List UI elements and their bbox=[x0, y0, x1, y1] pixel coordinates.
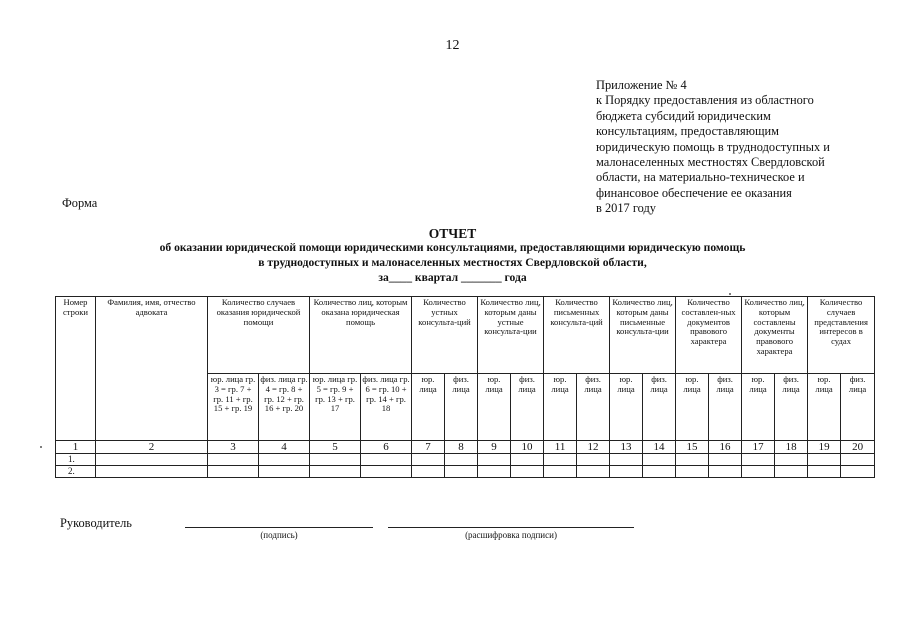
table-cell[interactable] bbox=[96, 466, 208, 478]
table-cell[interactable] bbox=[445, 454, 478, 466]
appendix-line: малонаселенных местностях Свердловской bbox=[596, 155, 825, 170]
subheader-cell: юр. лица bbox=[808, 374, 841, 441]
table-cell[interactable] bbox=[361, 454, 412, 466]
table-cell[interactable] bbox=[742, 466, 775, 478]
column-number: 8 bbox=[445, 441, 478, 454]
report-subtitle: в труднодоступных и малонаселенных местностях Свердловской области, bbox=[258, 256, 647, 269]
table-cell[interactable] bbox=[96, 454, 208, 466]
table-cell[interactable] bbox=[808, 466, 841, 478]
table-cell[interactable] bbox=[577, 454, 610, 466]
subheader-cell: юр. лица bbox=[742, 374, 775, 441]
table-cell[interactable] bbox=[577, 466, 610, 478]
table-cell[interactable] bbox=[742, 454, 775, 466]
subheader-cell: юр. лица bbox=[610, 374, 643, 441]
column-number: 14 bbox=[643, 441, 676, 454]
table-cell[interactable] bbox=[808, 454, 841, 466]
signature-label: Руководитель bbox=[60, 516, 132, 530]
report-period: за____ квартал _______ года bbox=[378, 271, 527, 284]
column-number: 16 bbox=[709, 441, 742, 454]
signature-decryption-line[interactable] bbox=[388, 527, 634, 528]
appendix-line: бюджета субсидий юридическим bbox=[596, 108, 771, 123]
table-cell[interactable] bbox=[259, 454, 310, 466]
table-cell[interactable] bbox=[709, 466, 742, 478]
row-number: 1. bbox=[56, 454, 96, 466]
column-number: 5 bbox=[310, 441, 361, 454]
subheader-cell: юр. лица гр. 3 = гр. 7 + гр. 11 + гр. 15 + гр. 19 bbox=[208, 374, 259, 441]
table-cell[interactable] bbox=[208, 466, 259, 478]
column-number: 11 bbox=[544, 441, 577, 454]
subheader-cell: физ. лица bbox=[511, 374, 544, 441]
column-number: 4 bbox=[259, 441, 310, 454]
table-cell[interactable] bbox=[841, 454, 875, 466]
header-persons: Количество лиц, которым оказана юридическая помощь bbox=[310, 297, 412, 374]
column-number: 3 bbox=[208, 441, 259, 454]
table-cell[interactable] bbox=[310, 466, 361, 478]
table-cell[interactable] bbox=[544, 454, 577, 466]
scan-speck bbox=[40, 446, 42, 448]
subheader-cell: юр. лица гр. 5 = гр. 9 + гр. 13 + гр. 17 bbox=[310, 374, 361, 441]
table-cell[interactable] bbox=[361, 466, 412, 478]
header-written-persons: Количество лиц, которым даны письменные консульта-ции bbox=[610, 297, 676, 374]
appendix-line: к Порядку предоставления из областного bbox=[596, 93, 814, 108]
subheader-cell: физ. лица bbox=[577, 374, 610, 441]
column-number: 13 bbox=[610, 441, 643, 454]
header-oral: Количество устных консульта-ций bbox=[412, 297, 478, 374]
table-cell[interactable] bbox=[478, 454, 511, 466]
table-cell[interactable] bbox=[643, 454, 676, 466]
header-oral-persons: Количество лиц, которым даны устные консульта-ции bbox=[478, 297, 544, 374]
table-cell[interactable] bbox=[412, 454, 445, 466]
table-cell[interactable] bbox=[775, 454, 808, 466]
row-number: 2. bbox=[56, 466, 96, 478]
report-subtitle: об оказании юридической помощи юридическими консультациями, предоставляющими юридическую помощь bbox=[159, 241, 746, 254]
subheader-cell: физ. лица bbox=[643, 374, 676, 441]
subheader-cell: юр. лица bbox=[412, 374, 445, 441]
appendix-line: в 2017 году bbox=[596, 201, 656, 216]
column-number: 12 bbox=[577, 441, 610, 454]
appendix-line: области, на материально-техническое и bbox=[596, 170, 805, 185]
subheader-cell: физ. лица bbox=[841, 374, 875, 441]
table-cell[interactable] bbox=[310, 454, 361, 466]
signature-decryption-caption: (расшифровка подписи) bbox=[465, 530, 557, 540]
scan-speck bbox=[729, 293, 731, 295]
subheader-cell: юр. лица bbox=[478, 374, 511, 441]
column-number: 10 bbox=[511, 441, 544, 454]
column-number: 20 bbox=[841, 441, 875, 454]
table-cell[interactable] bbox=[511, 466, 544, 478]
table-cell[interactable] bbox=[610, 454, 643, 466]
column-number-row bbox=[56, 441, 875, 454]
header-lawyer-name: Фамилия, имя, отчество адвоката bbox=[96, 297, 208, 441]
appendix-line: юридическую помощь в труднодоступных и bbox=[596, 139, 830, 154]
table-row bbox=[56, 466, 875, 478]
table-cell[interactable] bbox=[775, 466, 808, 478]
table-cell[interactable] bbox=[208, 454, 259, 466]
header-cases: Количество случаев оказания юридической помощи bbox=[208, 297, 310, 374]
form-label: Форма bbox=[62, 196, 98, 210]
column-number: 15 bbox=[676, 441, 709, 454]
column-number: 1 bbox=[56, 441, 96, 454]
table-cell[interactable] bbox=[676, 466, 709, 478]
table-header-row bbox=[56, 297, 875, 374]
appendix-note bbox=[596, 78, 886, 217]
header-documents-persons: Количество лиц, которым составлены документы правового характера bbox=[742, 297, 808, 374]
table-cell[interactable] bbox=[259, 466, 310, 478]
table-cell[interactable] bbox=[478, 466, 511, 478]
subheader-cell: физ. лица гр. 4 = гр. 8 + гр. 12 + гр. 16 + гр. 20 bbox=[259, 374, 310, 441]
table-cell[interactable] bbox=[643, 466, 676, 478]
header-court: Количество случаев представления интересов в судах bbox=[808, 297, 875, 374]
appendix-line: консультациям, предоставляющим bbox=[596, 124, 780, 139]
table-cell[interactable] bbox=[544, 466, 577, 478]
table-cell[interactable] bbox=[709, 454, 742, 466]
column-number: 6 bbox=[361, 441, 412, 454]
signature-line[interactable] bbox=[185, 527, 373, 528]
page-number: 12 bbox=[445, 38, 460, 53]
column-number: 18 bbox=[775, 441, 808, 454]
table-cell[interactable] bbox=[841, 466, 875, 478]
header-row-number: Номер строки bbox=[56, 297, 96, 441]
table-cell[interactable] bbox=[676, 454, 709, 466]
report-table bbox=[55, 296, 875, 478]
table-cell[interactable] bbox=[412, 466, 445, 478]
column-number: 9 bbox=[478, 441, 511, 454]
header-documents: Количество составлен-ных документов правового характера bbox=[676, 297, 742, 374]
header-written: Количество письменных консульта-ций bbox=[544, 297, 610, 374]
subheader-cell: физ. лица bbox=[445, 374, 478, 441]
column-number: 19 bbox=[808, 441, 841, 454]
subheader-cell: юр. лица bbox=[676, 374, 709, 441]
report-title: ОТЧЕТ bbox=[428, 226, 477, 241]
signature-caption: (подпись) bbox=[260, 530, 298, 540]
column-number: 7 bbox=[412, 441, 445, 454]
subheader-cell: физ. лица bbox=[709, 374, 742, 441]
column-number: 17 bbox=[742, 441, 775, 454]
table-cell[interactable] bbox=[610, 466, 643, 478]
table-cell[interactable] bbox=[445, 466, 478, 478]
subheader-cell: физ. лица гр. 6 = гр. 10 + гр. 14 + гр. 18 bbox=[361, 374, 412, 441]
table-row bbox=[56, 454, 875, 466]
appendix-line: Приложение № 4 bbox=[596, 78, 687, 92]
subheader-cell: физ. лица bbox=[775, 374, 808, 441]
appendix-line: финансовое обеспечение ее оказания bbox=[596, 185, 792, 200]
table-cell[interactable] bbox=[511, 454, 544, 466]
subheader-cell: юр. лица bbox=[544, 374, 577, 441]
column-number: 2 bbox=[96, 441, 208, 454]
